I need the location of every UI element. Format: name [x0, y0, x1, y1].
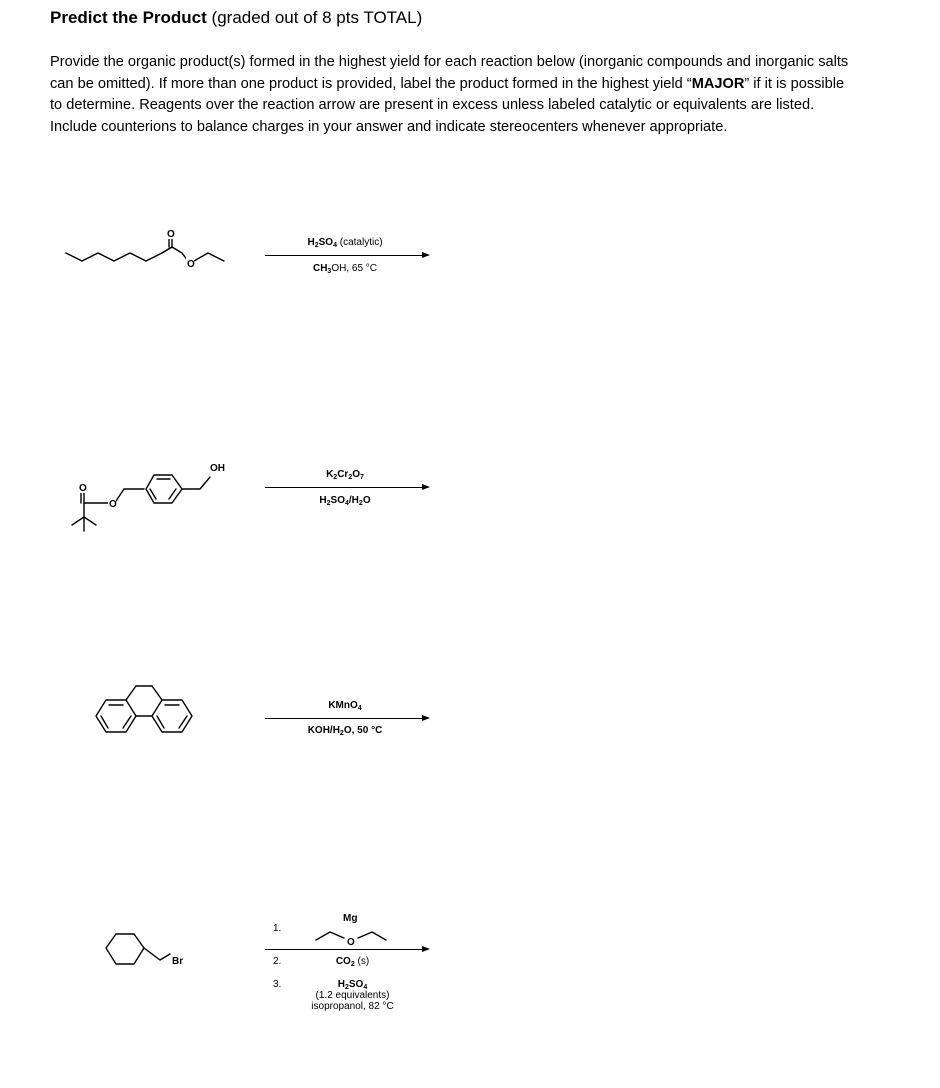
atom-ester-o: O [187, 259, 195, 270]
step-2-reagent: $CO_2$ (s) [335, 956, 370, 968]
atom-ether-o: O [347, 937, 355, 948]
reaction-1-reagent-below: $CH_3OH$, 65 °C [312, 263, 378, 275]
reactant-4-cyclohexylmethyl-bromide [100, 920, 200, 980]
instructions-major: MAJOR [691, 75, 745, 92]
page-title [50, 8, 422, 28]
reaction-4-arrow [265, 949, 428, 950]
title-bold: Predict the Product [50, 8, 207, 27]
reactant-1-ethyl-ester [60, 225, 240, 275]
atom-carbonyl-o: O [167, 229, 175, 240]
atom-carbonyl-o: O [79, 483, 87, 494]
instructions-paragraph [50, 52, 850, 138]
alkyl-chain [66, 247, 172, 261]
instructions-part2: ” if it is possible to determine. Reagents over the reaction arrow are present in excess unless labeled catalytic or equivalents are listed. Include counterions to balance charges in your answer and indicate stereocenters whenever appropriate. [50, 75, 845, 135]
reaction-2-reagent-above: $K_2Cr_2O_7$ [326, 469, 364, 481]
ester-link [162, 247, 188, 261]
tbutyl-bond-2 [84, 517, 96, 525]
step-number-1: 1. [273, 923, 282, 934]
step-number-2: 2. [273, 956, 282, 967]
title-rest: (graded out of 8 pts TOTAL) [206, 8, 423, 27]
ether-ethyl-right [358, 932, 386, 940]
reaction-3-arrow [265, 718, 428, 719]
ethyl-group [194, 253, 224, 261]
cyclohexane-ring [106, 934, 144, 964]
reaction-1-reagent-above: $H_2SO_4$ (catalytic) [307, 237, 383, 249]
atom-hydroxyl: OH [210, 463, 225, 474]
step-3-reagent [265, 979, 440, 1012]
step-number-3: 3. [273, 979, 282, 990]
atom-bromine: Br [172, 956, 184, 967]
reactant-2-pivalate-benzyl-alcohol [60, 455, 250, 545]
reaction-2-arrow [265, 487, 428, 488]
benzylic-ch2 [182, 477, 210, 489]
ether-ethyl-left [316, 932, 344, 940]
diethyl-ether-structure [314, 926, 394, 948]
reaction-2-reagent-below: $H_2SO_4/H_2O$ [319, 495, 371, 507]
ethano-bridge [126, 686, 162, 700]
step-3-equivalents: (1.2 equivalents) [315, 990, 390, 1001]
step-1-reagent-mg: Mg [343, 913, 358, 924]
reaction-3-reagent-above: KMnO$_4$ [328, 700, 362, 712]
reaction-1-arrow [265, 255, 428, 256]
atom-ester-o: O [109, 499, 117, 510]
tbutyl-bond-1 [72, 517, 84, 525]
reactant-3-dihydrophenanthrene [90, 680, 205, 750]
ring-double-2 [169, 489, 176, 499]
reaction-3-reagent-below: KOH/$H_2O$, 50 °C [307, 725, 383, 737]
instructions-part1: Provide the organic product(s) formed in the highest yield for each reaction below (inorganic compounds and inorganic salts can be omitted). If more than one product is provided, label the product formed in the highest yield “ [50, 54, 849, 92]
ester-ch2-link [116, 489, 144, 501]
step-3-solvent: isopropanol, 82 °C [311, 1001, 394, 1012]
ch2-br-link [144, 948, 170, 960]
step-3-acid: $H_2SO_4$ [337, 979, 368, 991]
